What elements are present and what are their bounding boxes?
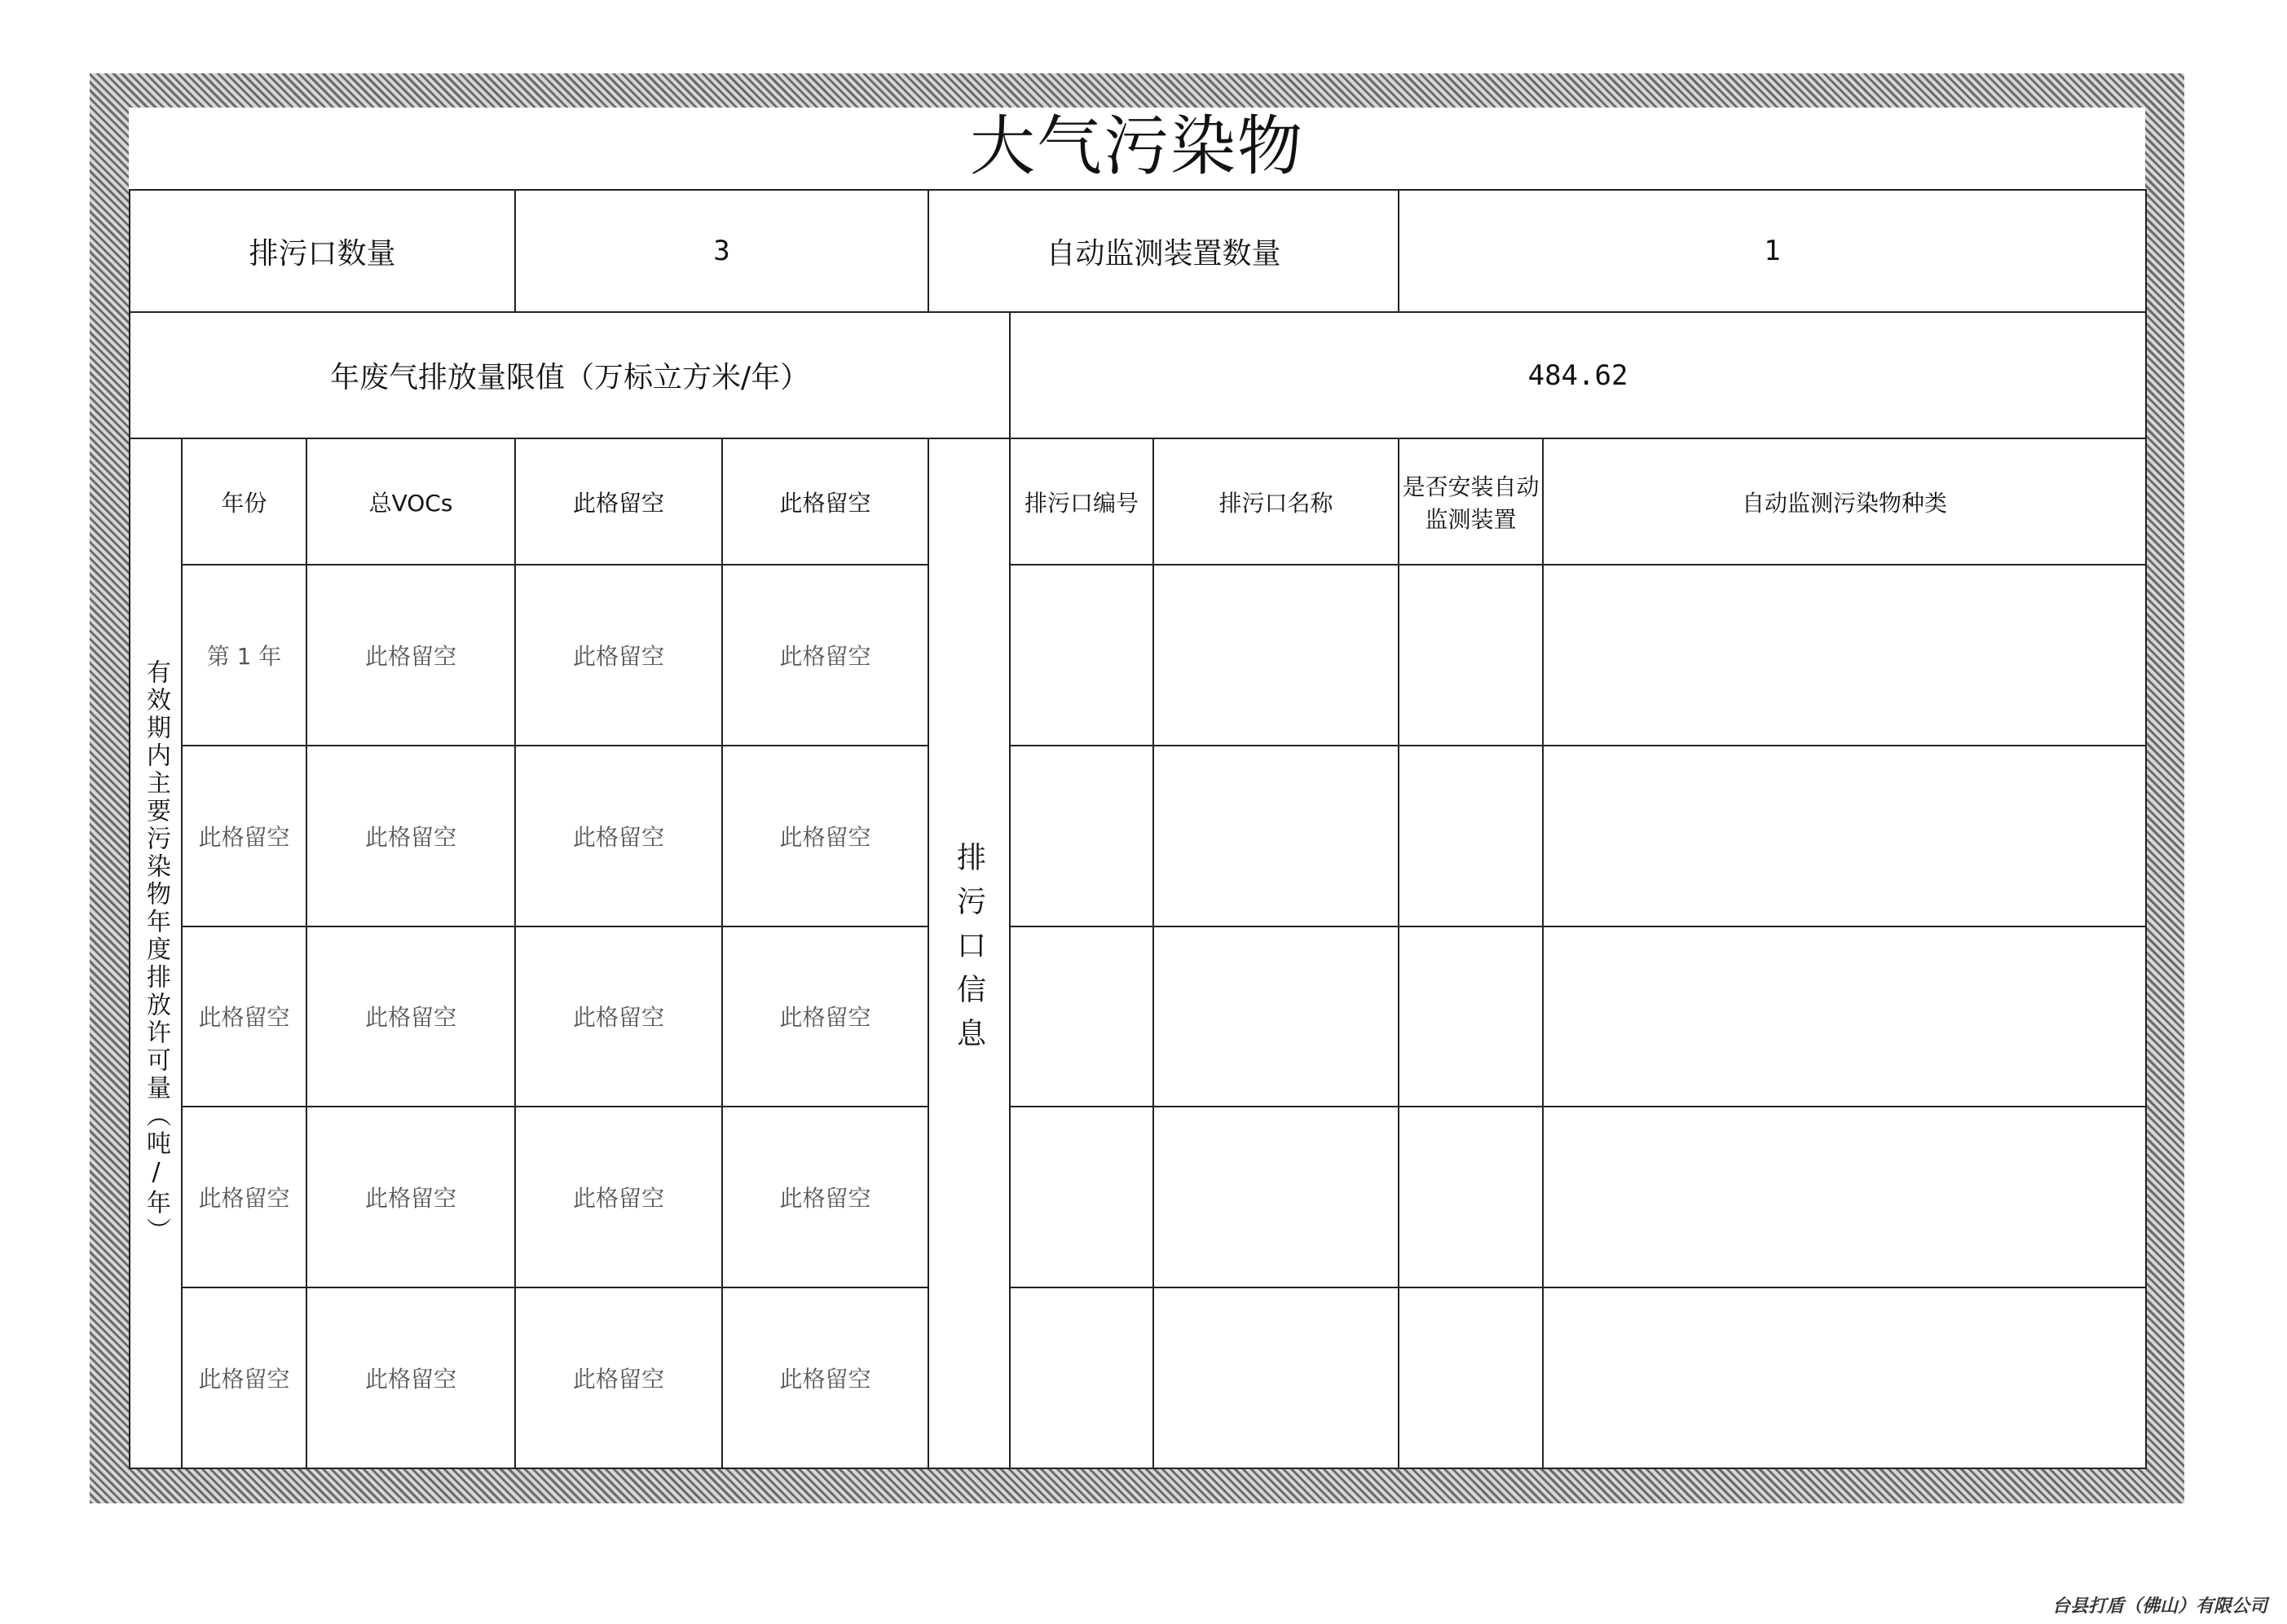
table-cell: 此格留空 — [515, 565, 722, 746]
table-cell: 此格留空 — [182, 1287, 306, 1468]
outlet-header: 排污口名称 — [1153, 438, 1399, 565]
outlet-cell — [1399, 746, 1543, 926]
table-cell: 第 1 年 — [182, 565, 306, 746]
table-cell: 此格留空 — [306, 1287, 515, 1468]
outlet-cell — [1153, 926, 1399, 1107]
permit-header: 此格留空 — [722, 438, 928, 565]
outlet-cell — [1010, 565, 1153, 746]
outlet-cell — [1543, 1107, 2146, 1287]
outlet-cell — [1153, 1107, 1399, 1287]
certificate-body — [129, 108, 2145, 1469]
monitor-count-value: 1 — [1399, 190, 2146, 312]
table-row — [130, 1107, 2146, 1287]
table-row — [130, 1287, 2146, 1468]
outlet-cell — [1010, 926, 1153, 1107]
outlet-cell — [1543, 565, 2146, 746]
table-cell: 此格留空 — [722, 565, 928, 746]
outlet-cell — [1399, 926, 1543, 1107]
permit-header: 此格留空 — [515, 438, 722, 565]
footer-company-text: 台县打盾（佛山）有限公司 — [2051, 1596, 2267, 1617]
table-header-row — [130, 438, 2146, 565]
table-cell: 此格留空 — [182, 1107, 306, 1287]
outlet-cell — [1010, 1287, 1153, 1468]
pollutant-table-wrap — [129, 189, 2145, 1469]
table-cell: 此格留空 — [515, 1287, 722, 1468]
table-cell: 此格留空 — [306, 746, 515, 926]
outlet-cell — [1399, 1107, 1543, 1287]
table-cell: 此格留空 — [182, 746, 306, 926]
gas-limit-label: 年废气排放量限值（万标立方米/年） — [130, 312, 1010, 438]
permit-side-label: 有效期内主要污染物年度排放许可量（吨/年） — [142, 658, 170, 1245]
outlet-count-value: 3 — [515, 190, 928, 312]
pollutant-table — [129, 189, 2147, 1469]
table-cell: 此格留空 — [722, 1287, 928, 1468]
table-row — [130, 565, 2146, 746]
outlet-cell — [1010, 1107, 1153, 1287]
table-cell: 此格留空 — [306, 1107, 515, 1287]
outlet-cell — [1153, 746, 1399, 926]
outlet-count-label: 排污口数量 — [130, 190, 515, 312]
outlet-cell — [1399, 1287, 1543, 1468]
certificate-border — [90, 73, 2184, 1503]
outlet-cell — [1153, 1287, 1399, 1468]
page-title: 大气污染物 — [970, 108, 1304, 184]
outlet-header: 是否安装自动监测装置 — [1399, 438, 1543, 565]
outlet-cell — [1399, 565, 1543, 746]
outlet-cell — [1543, 1287, 2146, 1468]
permit-header: 总VOCs — [306, 438, 515, 565]
table-cell: 此格留空 — [306, 565, 515, 746]
table-cell: 此格留空 — [722, 926, 928, 1107]
summary-row-1 — [130, 190, 2146, 312]
table-cell: 此格留空 — [306, 926, 515, 1107]
outlet-cell — [1010, 746, 1153, 926]
outlet-cell — [1153, 565, 1399, 746]
table-cell: 此格留空 — [722, 746, 928, 926]
table-cell: 此格留空 — [182, 926, 306, 1107]
table-cell: 此格留空 — [515, 926, 722, 1107]
outlet-header: 自动监测污染物种类 — [1543, 438, 2146, 565]
table-cell: 此格留空 — [515, 746, 722, 926]
table-row — [130, 746, 2146, 926]
permit-side-cell — [130, 438, 182, 1468]
table-row — [130, 926, 2146, 1107]
outlet-info-side-label: 排污口信息 — [952, 842, 986, 1062]
table-cell: 此格留空 — [722, 1107, 928, 1287]
summary-row-2 — [130, 312, 2146, 438]
outlet-info-side-cell — [928, 438, 1010, 1468]
gas-limit-value: 484.62 — [1010, 312, 2146, 438]
outlet-cell — [1543, 926, 2146, 1107]
permit-header: 年份 — [182, 438, 306, 565]
monitor-count-label: 自动监测装置数量 — [928, 190, 1399, 312]
outlet-header: 排污口编号 — [1010, 438, 1153, 565]
table-cell: 此格留空 — [515, 1107, 722, 1287]
outlet-cell — [1543, 746, 2146, 926]
